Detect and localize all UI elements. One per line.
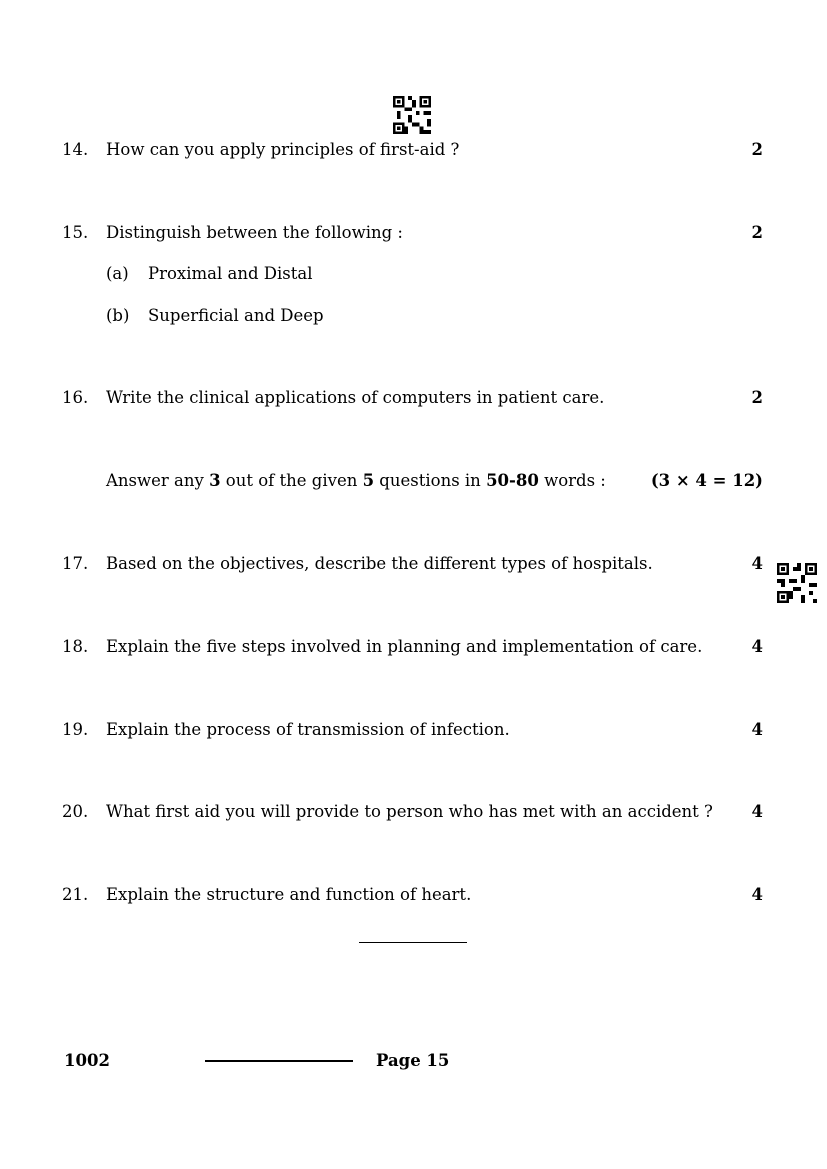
footer-divider <box>205 1060 353 1062</box>
section-instruction <box>106 471 606 490</box>
question-text: What first aid you will provide to person who has met with an accident ? <box>106 802 713 821</box>
instruction-text: words : <box>538 471 606 490</box>
sub-question-label: (b) <box>106 306 130 325</box>
question-text: Distinguish between the following : <box>106 223 403 242</box>
page-number: Page 15 <box>376 1051 450 1070</box>
instruction-text: questions in <box>374 471 487 490</box>
question-text: Explain the five steps involved in planning and implementation of care. <box>106 637 703 656</box>
sub-question-text: Proximal and Distal <box>148 264 313 283</box>
sub-question-label: (a) <box>106 264 129 283</box>
question-marks: 4 <box>751 802 763 821</box>
end-divider <box>359 942 467 943</box>
question-number: 16. <box>62 388 89 407</box>
question-text: Based on the objectives, describe the different types of hospitals. <box>106 554 653 573</box>
section-marks: (3 × 4 = 12) <box>650 471 763 490</box>
question-text: How can you apply principles of first-aid ? <box>106 140 460 159</box>
question-number: 19. <box>62 720 89 739</box>
question-marks: 4 <box>751 885 763 904</box>
question-number: 15. <box>62 223 89 242</box>
question-number: 17. <box>62 554 89 573</box>
question-marks: 2 <box>751 388 763 407</box>
instruction-text: Answer any <box>106 471 210 490</box>
question-text: Write the clinical applications of computers in patient care. <box>106 388 605 407</box>
instruction-count: 3 <box>209 471 221 490</box>
sub-question-text: Superficial and Deep <box>148 306 324 325</box>
question-number: 21. <box>62 885 89 904</box>
question-marks: 4 <box>751 554 763 573</box>
question-text: Explain the process of transmission of infection. <box>106 720 510 739</box>
question-number: 18. <box>62 637 89 656</box>
question-marks: 4 <box>751 637 763 656</box>
question-number: 20. <box>62 802 89 821</box>
instruction-total: 5 <box>362 471 375 490</box>
instruction-word-range: 50-80 <box>486 471 539 490</box>
question-number: 14. <box>62 140 89 159</box>
question-marks: 2 <box>751 223 763 242</box>
question-marks: 4 <box>751 720 763 739</box>
question-marks: 2 <box>751 140 763 159</box>
qr-code-top-icon <box>392 96 432 134</box>
qr-code-side-icon <box>777 563 817 603</box>
instruction-text: out of the given <box>220 471 363 490</box>
paper-code: 1002 <box>64 1051 110 1070</box>
question-text: Explain the structure and function of heart. <box>106 885 472 904</box>
